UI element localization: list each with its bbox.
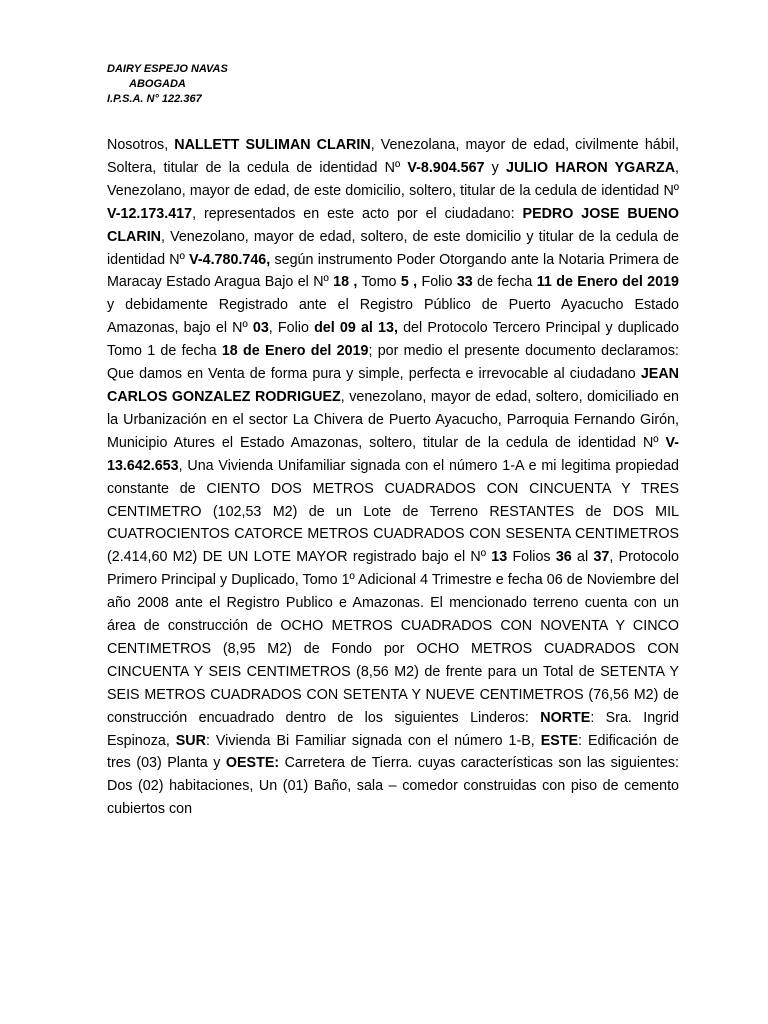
bold-text-segment: del 09 al 13, [314, 320, 398, 337]
bold-text-segment: OESTE: [225, 755, 280, 772]
text-segment: Tomo [357, 274, 401, 291]
text-segment: : Edificación de tres (03) Planta y [107, 732, 679, 772]
bold-text-segment: 36 [555, 549, 572, 566]
text-segment: Nosotros, [107, 137, 175, 153]
text-segment: , Venezolano, mayor de edad, soltero, de este domicilio y titular de la cedula de identidad Nº [107, 228, 679, 268]
text-segment: según instrumento Poder Otorgando ante la Notaria Primera de Maracay Estado Aragua Bajo el Nº [107, 251, 679, 291]
bold-text-segment: 03 [252, 320, 269, 337]
bold-text-segment: 37 [593, 549, 610, 566]
document-body [107, 134, 679, 821]
bold-text-segment: SUR [175, 732, 206, 749]
text-segment: Carretera de Tierra. cuyas características son las siguientes: Dos (02) habitaciones, Un (01) Baño, sala – comedor construidas con piso de cemento cubiertos con [107, 755, 679, 818]
lawyer-registry: I.P.S.A. N° 122.367 [107, 93, 202, 105]
bold-text-segment: ESTE [540, 732, 579, 749]
bold-text-segment: 5 , [400, 274, 418, 291]
text-segment: y debidamente Registrado ante el Registro Público de Puerto Ayacucho Estado Amazonas, bajo el Nº [107, 297, 679, 337]
text-segment: al [571, 549, 594, 566]
letterhead [107, 62, 228, 107]
bold-text-segment: 18 de Enero del 2019 [221, 343, 369, 360]
bold-text-segment: V-8.904.567 [407, 159, 485, 176]
bold-text-segment: 33 [456, 274, 473, 291]
bold-text-segment: V-4.780.746, [189, 251, 271, 268]
bold-text-segment: 18 , [333, 274, 358, 291]
lawyer-name: DAIRY ESPEJO NAVAS [107, 63, 228, 75]
text-segment: , representados en este acto por el ciudadano: [192, 205, 523, 222]
bold-text-segment: PEDRO JOSE BUENO CLARIN [107, 205, 679, 245]
bold-text-segment: NORTE [540, 709, 591, 726]
text-segment: del Protocolo Tercero Principal y duplicado Tomo 1 de fecha [107, 320, 679, 360]
text-segment: : Vivienda Bi Familiar signada con el número 1-B, [205, 732, 541, 749]
text-segment: : Sra. Ingrid Espinoza, [107, 709, 680, 749]
text-segment: de fecha [472, 274, 537, 291]
bold-text-segment: JEAN CARLOS GONZALEZ RODRIGUEZ [107, 366, 679, 405]
bold-text-segment: V-13.642.653 [107, 434, 679, 474]
text-segment: , Venezolana, mayor de edad, civilmente hábil, Soltera, titular de la cedula de identidad Nº [107, 137, 679, 176]
bold-text-segment: NALLETT SULIMAN CLARIN [174, 137, 371, 153]
bold-text-segment: 11 de Enero del 2019 [536, 274, 679, 291]
text-segment: Folio [417, 274, 457, 291]
bold-text-segment: JULIO HARON YGARZA [506, 159, 676, 176]
bold-text-segment: V-12.173.417 [107, 205, 193, 222]
bold-text-segment: 13 [491, 549, 508, 566]
lawyer-title: ABOGADA [129, 78, 186, 90]
text-segment: , Una Vivienda Unifamiliar signada con el número 1-A e mi legitima propiedad constante de CIENTO DOS METROS CUADRADOS CON CINCUENTA Y TRES CENTIMETRO (102,53 M2) de un Lote de Terreno RESTANTES de DOS MIL CUATROCIENTOS CATORCE METROS CUADRADOS CON SESENTA CENTIMETROS (2.414,60 M2) DE UN LOTE MAYOR registrado bajo el Nº [107, 457, 679, 566]
text-segment: , Protocolo Primero Principal y Duplicado, Tomo 1º Adicional 4 Trimestre e fecha 06 de Noviembre del año 2008 ante el Registro Publico e Amazonas. El mencionado terreno cuenta con un área de construcción de OCHO METROS CUADRADOS CON NOVENTA Y CINCO CENTIMETROS (8,95 M2) de Fondo por OCHO METROS CUADRADOS CON CINCUENTA Y SEIS CENTIMETROS (8,56 M2) de frente para un Total de SETENTA Y SEIS METROS CUADRADOS CON SETENTA Y NUEVE CENTIMETROS (76,56 M2) de construcción encuadrado dentro de los siguientes Linderos: [107, 549, 679, 726]
text-segment: y [484, 159, 507, 176]
text-segment: , Venezolano, mayor de edad, de este domicilio, soltero, titular de la cedula de identidad Nº [107, 159, 679, 199]
text-segment: Folios [507, 549, 556, 566]
text-segment: ; por medio el presente documento declaramos: Que damos en Venta de forma pura y simple, perfecta e irrevocable al ciudadano [107, 343, 679, 383]
text-segment: , Folio [268, 320, 315, 337]
text-segment: , venezolano, mayor de edad, soltero, domiciliado en la Urbanización en el sector La Chivera de Puerto Ayacucho, Parroquia Fernando Girón, Municipio Atures el Estado Amazonas, soltero, titular de la cedula de identidad Nº [107, 388, 679, 451]
